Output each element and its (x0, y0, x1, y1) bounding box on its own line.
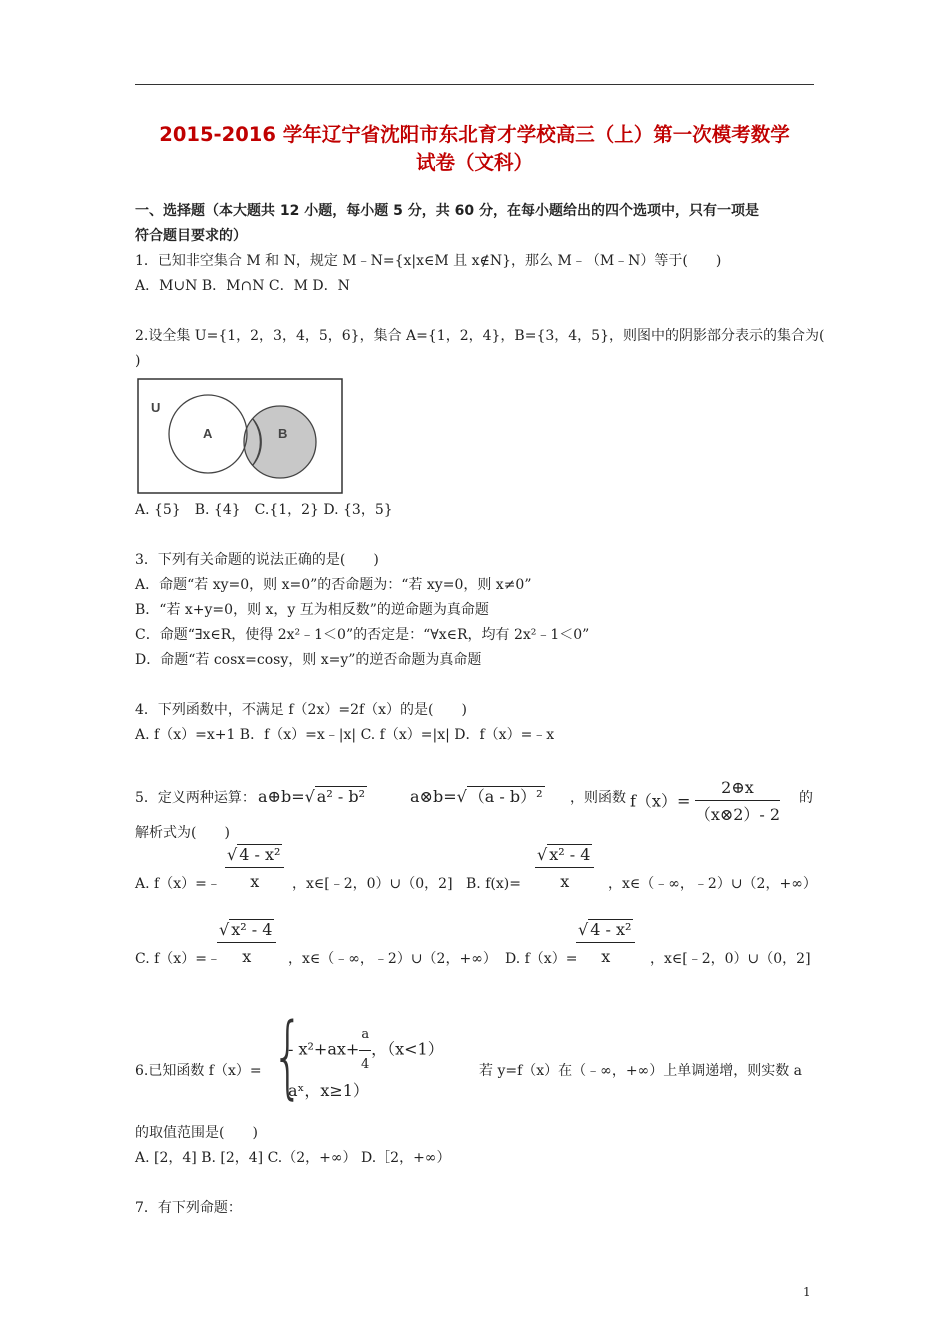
q5-op2 (410, 783, 545, 811)
q6-stem-line2: 的取值范围是( ) (135, 1125, 258, 1141)
c-numerator: √ x² - 4 (217, 920, 276, 943)
q5-option-b-frac (535, 845, 594, 892)
q1-stem: 1．已知非空集合 M 和 N，规定 M﹣N={x|x∈M 且 x∉N}，那么 M﹣（M﹣N）等于( ) (135, 253, 722, 269)
section-heading-line1: 一、选择题（本大题共 12 小题，每小题 5 分，共 60 分，在每小题给出的四个选项中，只有一项是 (135, 203, 759, 219)
piecewise-brace: { (272, 1004, 304, 1109)
q5-option-b-suffix: ，x∈（﹣∞，﹣2）∪（2，+∞） (608, 876, 817, 892)
op1-sqrt: √ a² - b² (304, 787, 365, 806)
a-label: A (203, 426, 213, 441)
q5-option-d-prefix: D. f（x）= (505, 951, 578, 967)
q5-stem-prefix: 5．定义两种运算： (135, 790, 256, 806)
f-denominator: （x⊗2）- 2 (694, 805, 781, 824)
piece1-denominator: 4 (361, 1057, 370, 1072)
q2-stem-line1: 2.设全集 U={1，2，3，4，5，6}，集合 A={1，2，4}，B={3，4，5}，则图中的阴影部分表示的集合为( (135, 328, 825, 344)
section-heading-line2: 符合题目要求的） (135, 228, 247, 244)
piece1-cond: ，（x<1） (371, 1039, 444, 1059)
q5-option-c-prefix: C. f（x）=﹣ (135, 951, 221, 967)
q7-stem: 7．有下列命题： (135, 1200, 242, 1216)
piece1-expr: - x²+ax+ (288, 1039, 360, 1059)
q5-option-d-suffix: ，x∈[﹣2，0）∪（0，2] (650, 951, 811, 967)
q5-stem-mid: ，则函数 (570, 790, 626, 806)
q5-option-a-suffix: ，x∈[﹣2，0）∪（0，2] (292, 876, 453, 892)
u-label: U (151, 400, 161, 415)
piece1-numerator: a (359, 1022, 371, 1051)
q3-option-a: A．命题“若 xy=0，则 x=0”的否命题为：“若 xy=0，则 x≠0” (135, 577, 532, 593)
exam-title-line2: 试卷（文科） (415, 151, 533, 174)
q5-option-a-frac (225, 845, 284, 892)
q6-piece2: aˣ，x≥1） (288, 1081, 369, 1100)
q5-function (630, 778, 780, 825)
q6-stem-prefix: 6.已知函数 f（x）= (135, 1063, 262, 1079)
venn-diagram (137, 378, 344, 495)
q5-option-a-prefix: A. f（x）=﹣ (135, 876, 221, 892)
q2-options: A. {5} B. {4} C.{1，2} D. {3，5} (135, 502, 393, 518)
op1-left: a⊕b= (258, 787, 305, 806)
b-label: B (278, 426, 288, 441)
q5-option-b-prefix: B. f(x)= (466, 876, 521, 892)
c-denominator: x (242, 947, 252, 966)
q4-stem: 4．下列函数中，不满足 f（2x）=2f（x）的是( ) (135, 702, 467, 718)
header-rule (135, 84, 814, 85)
q1-options: A．M∪N B．M∩N C．M D．N (135, 278, 350, 294)
op2-left: a⊗b= (410, 787, 457, 806)
a-denominator: x (250, 872, 260, 891)
d-numerator: √ 4 - x² (576, 920, 635, 943)
q3-option-d: D．命题“若 cosx=cosy，则 x=y”的逆否命题为真命题 (135, 652, 482, 668)
f-numerator: 2⊕x (695, 778, 780, 801)
q5-op1 (258, 783, 367, 811)
q4-options: A. f（x）=x+1 B．f（x）=x﹣|x| C. f（x）=|x| D．f（x）=﹣x (135, 727, 555, 743)
b-numerator: √ x² - 4 (535, 845, 594, 868)
q5-option-d-frac (576, 920, 635, 967)
q5-option-c-frac (217, 920, 276, 967)
set-b-circle (244, 406, 316, 478)
q5-option-c-suffix: ，x∈（﹣∞，﹣2）∪（2，+∞） (288, 951, 497, 967)
op2-radicand: （a - b）² (468, 787, 543, 806)
b-denominator: x (560, 872, 570, 891)
f-fraction (695, 778, 780, 825)
q3-option-c: C．命题“∃x∈R，使得 2x²﹣1＜0”的否定是：“∀x∈R，均有 2x²﹣1＜0” (135, 627, 590, 643)
q2-stem-line2: ) (135, 353, 141, 369)
op1-radicand: a² - b² (316, 787, 365, 806)
q5-stem-line2: 解析式为( ) (135, 825, 230, 841)
q6-piece1 (288, 1022, 444, 1078)
q3-option-b: B．“若 x+y=0，则 x，y 互为相反数”的逆命题为真命题 (135, 602, 489, 618)
q6-stem-suffix: 若 y=f（x）在（﹣∞，+∞）上单调递增，则实数 a (479, 1063, 803, 1079)
q3-stem: 3．下列有关命题的说法正确的是( ) (135, 552, 379, 568)
page-number: 1 (803, 1285, 811, 1299)
d-denominator: x (601, 947, 611, 966)
a-numerator: √ 4 - x² (225, 845, 284, 868)
q5-stem-suffix: 的 (799, 790, 813, 806)
exam-title-line1: 2015-2016 学年辽宁省沈阳市东北育才学校高三（上）第一次模考数学 (159, 123, 790, 146)
q6-options: A. [2，4] B. [2，4] C.（2，+∞） D.［2，+∞） (135, 1150, 451, 1166)
f-left: f（x）= (630, 791, 691, 811)
op2-sqrt: √ （a - b）² (456, 787, 543, 806)
